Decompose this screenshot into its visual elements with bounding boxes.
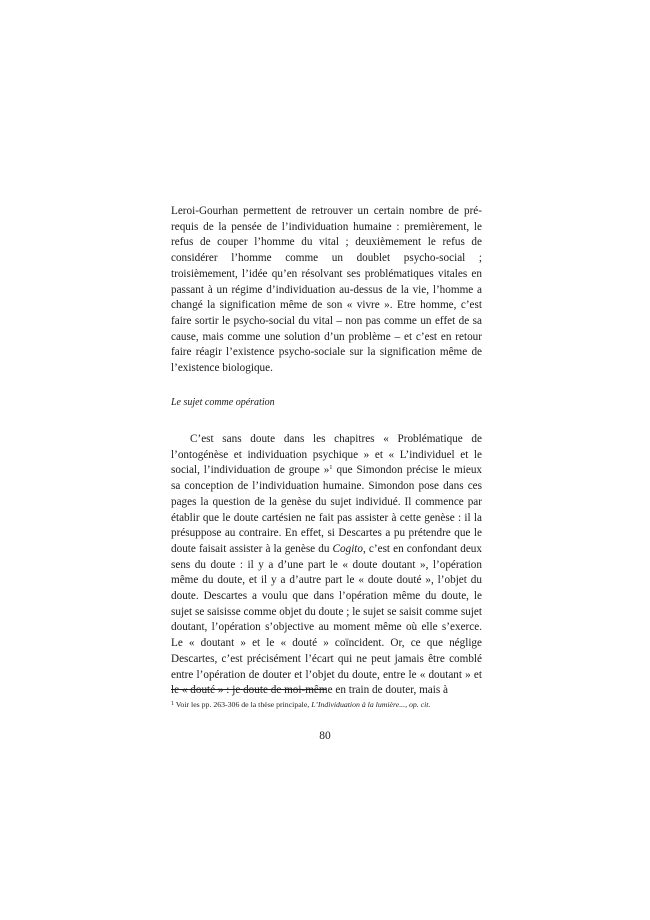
section-heading: Le sujet comme opération <box>171 397 275 408</box>
footnote-op-cit: op. cit. <box>408 700 431 709</box>
italic-term: Cogito <box>332 542 364 555</box>
page-number: 80 <box>319 730 331 742</box>
body-paragraph <box>171 432 482 699</box>
footnote-divider <box>171 689 326 690</box>
footnote-separator: , <box>405 700 409 709</box>
footnote-number: 1 <box>171 701 174 707</box>
footnote-title: L’Individuation à la lumière... <box>311 700 406 709</box>
body-paragraph: Leroi-Gourhan permettent de retrouver un certain nombre de pré-requis de la pensée de l’individuation humaine : premièrement, le refus de couper l’homme du vital ; deuxièmement le refus de considérer l’homme comme un doublet psycho-social ; troisièmement, l’idée qu’en résolvant ses problématiques vitales en passant à un régime d’individuation au-dessus de la vie, l’homme a changé la signification même de son « vivre ». Etre homme, c’est faire sortir le psycho-social du vital – non pas comme un effet de sa cause, mais comme une solution d’un problème – et c’est en retour faire réagir l’existence psycho-sociale sur la signification même de l’existence biologique. <box>171 205 482 375</box>
paragraph-text: , c’est en confondant deux sens du doute : il y a d’une part le « doute doutant », l’opération même du doute, et il y a d’autre part le « doute douté », l’objet du doute. Descartes a voulu que dans l’opération même du doute, le sujet se saisisse comme objet du doute ; le sujet se saisit comme sujet doutant, l’opération s’objective au moment même où elle s’exerce. Le « doutant » et le « douté » coïncident. Or, ce que néglige Descartes, c’est précisément l’écart qui ne peut jamais être comblé entre l’opération de douter et l’objet du doute, entre le « doutant » et le « douté » : je doute de moi-même en train de douter, mais à <box>171 542 482 697</box>
footnote <box>171 699 491 710</box>
paragraph-text: que Simondon précise le mieux sa conception de l’individuation humaine. Simondon pose dans ces pages la question de la genèse du sujet individué. Il commence par établir que le doute cartésien ne fait pas assister à cette genèse : il la présuppose au contraire. En effet, si Descartes a pu prétendre que le doute faisait assister à la genèse du <box>171 464 483 555</box>
footnote-text: Voir les pp. 263-306 de la thèse principale, <box>174 700 312 709</box>
paragraph-text: C’est sans doute dans les chapitres « Problématique de l’ontogénèse et individuation psychique » et « L’individuel et le social, l’individuation de groupe » <box>171 433 482 477</box>
footnote-reference[interactable]: 1 <box>329 464 333 472</box>
